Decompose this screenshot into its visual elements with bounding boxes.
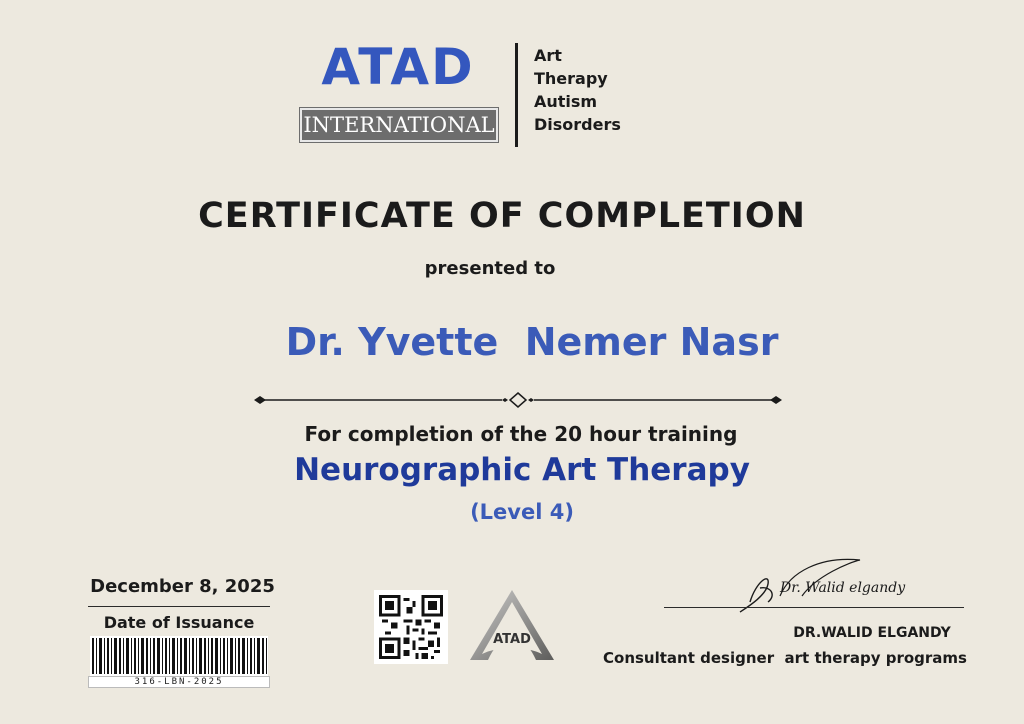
logo-brand: ATAD xyxy=(321,38,475,96)
course-name: Neurographic Art Therapy xyxy=(294,452,750,488)
logo-divider xyxy=(515,43,518,147)
presented-to-label: presented to xyxy=(424,258,556,279)
barcode-code: 316-LBN-2025 xyxy=(88,676,270,688)
logo-word: Therapy xyxy=(534,69,608,88)
atad-emblem-icon xyxy=(468,588,556,662)
completion-statement: For completion of the 20 hour training xyxy=(304,422,738,446)
signature-script: Dr. Walid elgandy xyxy=(780,580,906,596)
issue-date-rule xyxy=(88,606,270,607)
recipient-name: Dr. Yvette Nemer Nasr xyxy=(285,320,779,364)
logo-word: Autism xyxy=(534,92,598,111)
signer-name: DR.WALID ELGANDY xyxy=(793,625,951,641)
issue-date-label: Date of Issuance xyxy=(103,613,255,632)
emblem-text: ATAD xyxy=(493,632,531,647)
qr-code-icon xyxy=(379,595,443,659)
logo-word: Disorders xyxy=(534,115,621,134)
issue-date: December 8, 2025 xyxy=(90,576,275,597)
signature-rule xyxy=(664,607,964,608)
logo-word: Art xyxy=(534,46,562,65)
barcode-icon xyxy=(90,636,268,676)
signer-role: Consultant designer art therapy programs xyxy=(603,649,967,667)
qr-code xyxy=(374,590,448,664)
course-level: (Level 4) xyxy=(470,500,574,524)
logo-sub-brand: INTERNATIONAL xyxy=(300,108,498,142)
certificate-title: CERTIFICATE OF COMPLETION xyxy=(198,196,806,236)
logo-words xyxy=(534,44,654,136)
ornament-divider-icon xyxy=(250,390,786,410)
signature-image xyxy=(720,552,910,618)
